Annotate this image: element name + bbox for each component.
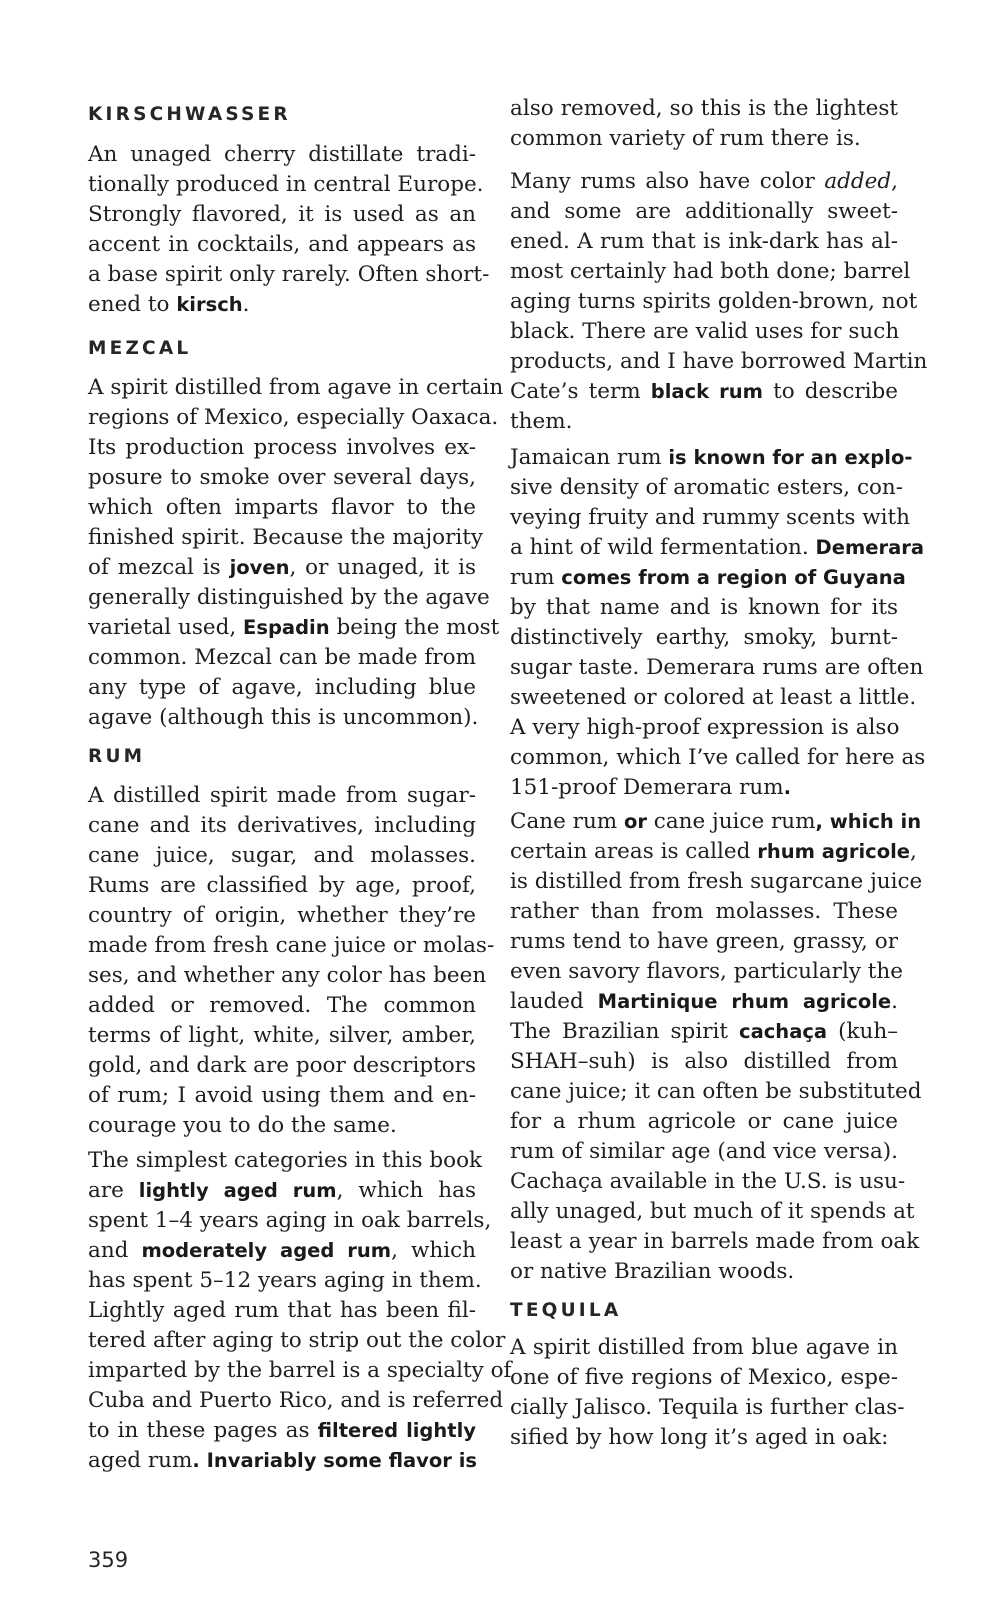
text-line: has spent 5–12 years aging in them. — [88, 1268, 482, 1293]
bold-term: . — [783, 776, 792, 799]
text-line: any type of agave, including blue — [88, 675, 476, 700]
text-run: , which has — [336, 1178, 477, 1203]
text-run: aged rum — [88, 1448, 193, 1473]
text-line: SHAH–suh) is also distilled from — [510, 1049, 898, 1074]
text-line — [88, 613, 500, 643]
paragraph-jamaican-demerara — [510, 443, 926, 803]
bold-term: . Invariably some flavor is — [192, 1449, 477, 1472]
text-line: ened. A rum that is ink-dark has al- — [510, 229, 898, 254]
text-line: tered after aging to strip out the color — [88, 1328, 506, 1353]
text-line: sive density of aromatic esters, con- — [510, 475, 904, 500]
text-line — [510, 987, 898, 1017]
text-line — [510, 807, 922, 837]
text-run: of mezcal is — [88, 555, 230, 580]
text-line: products, and I have borrowed Martin — [510, 349, 928, 374]
text-run: certain areas is called — [510, 839, 758, 864]
bold-term: , which in — [815, 810, 922, 833]
text-line: The simplest categories in this book — [88, 1148, 483, 1173]
text-run: Many rums also have color — [510, 169, 825, 194]
bold-term: lightly aged rum — [138, 1179, 337, 1202]
text-line: sweetened or colored at least a little. — [510, 685, 917, 710]
text-line: even savory flavors, particularly the — [510, 959, 904, 984]
text-line: A distilled spirit made from sugar- — [88, 783, 476, 808]
text-line: Its production process involves ex- — [88, 435, 476, 460]
paragraph-filtered-rum-cont — [510, 94, 898, 154]
text-run: Jamaican rum — [510, 445, 662, 470]
text-line: An unaged cherry distillate tradi- — [88, 142, 476, 167]
text-line: added or removed. The common — [88, 993, 476, 1018]
text-run: Cane rum — [510, 809, 618, 834]
text-run: varietal used, — [88, 615, 244, 640]
text-line: A spirit distilled from agave in certain — [88, 375, 504, 400]
bold-term: black rum — [650, 380, 763, 403]
text-line: also removed, so this is the lightest — [510, 96, 898, 121]
text-line: of rum; I avoid using them and en- — [88, 1083, 476, 1108]
text-line — [510, 443, 913, 473]
paragraph-tequila — [510, 1333, 905, 1453]
text-line: tionally produced in central Europe. — [88, 172, 484, 197]
bold-term: Demerara — [815, 536, 925, 559]
text-line: spent 1–4 years aging in oak barrels, — [88, 1208, 492, 1233]
text-line: imparted by the barrel is a specialty of — [88, 1358, 512, 1383]
text-line: rather than from molasses. These — [510, 899, 898, 924]
text-line: for a rhum agricole or cane juice — [510, 1109, 898, 1134]
heading-kirschwasser: KIRSCHWASSER — [88, 104, 291, 125]
text-line: regions of Mexico, especially Oaxaca. — [88, 405, 499, 430]
text-run: to in these pages as — [88, 1418, 318, 1443]
text-run: rum — [510, 565, 555, 590]
text-line: finished spirit. Because the majority — [88, 525, 484, 550]
text-line: sugar taste. Demerara rums are often — [510, 655, 924, 680]
text-line: Cuba and Puerto Rico, and is referred — [88, 1388, 504, 1413]
text-line: least a year in barrels made from oak — [510, 1229, 920, 1254]
text-line: cane and its derivatives, including — [88, 813, 476, 838]
bold-term: kirsch — [176, 293, 243, 316]
text-line: aging turns spirits golden-brown, not — [510, 289, 918, 314]
text-line — [510, 563, 906, 593]
text-run: . — [242, 292, 250, 317]
bold-term: moderately aged rum — [141, 1239, 392, 1262]
text-run: , — [891, 169, 898, 194]
text-run: 151-proof Demerara rum — [510, 775, 784, 800]
text-line: Rums are classified by age, proof, — [88, 873, 476, 898]
text-line: country of origin, whether they’re — [88, 903, 476, 928]
text-line — [88, 1176, 476, 1206]
text-run: being the most — [329, 615, 500, 640]
text-line: accent in cocktails, and appears as — [88, 232, 476, 257]
text-run: , or unaged, it is — [289, 555, 476, 580]
text-line: Lightly aged rum that has been fil- — [88, 1298, 476, 1323]
bold-term: joven — [229, 556, 290, 579]
bold-term: Martinique rhum agricole — [597, 990, 892, 1013]
heading-rum: RUM — [88, 746, 146, 767]
text-run: , which — [391, 1238, 477, 1263]
text-run: cane juice rum — [653, 809, 816, 834]
text-line: made from fresh cane juice or molas- — [88, 933, 495, 958]
text-line: sified by how long it’s aged in oak: — [510, 1425, 889, 1450]
text-line — [510, 773, 898, 803]
text-line — [88, 1416, 476, 1446]
text-line — [88, 290, 476, 320]
text-line: distinctively earthy, smoky, burnt- — [510, 625, 898, 650]
text-line — [510, 837, 917, 867]
text-line: them. — [510, 409, 573, 434]
text-line: gold, and dark are poor descriptors — [88, 1053, 476, 1078]
text-line: cane juice, sugar, and molasses. — [88, 843, 476, 868]
text-run: , — [910, 839, 917, 864]
heading-tequila: TEQUILA — [510, 1300, 622, 1321]
text-run: Cate’s term — [510, 379, 651, 404]
bold-term: rhum agricole — [757, 840, 911, 863]
text-line: common, which I’ve called for here as — [510, 745, 926, 770]
text-line: veying fruity and rummy scents with — [510, 505, 910, 530]
text-line: is distilled from fresh sugarcane juice — [510, 869, 923, 894]
text-line: courage you to do the same. — [88, 1113, 397, 1138]
bold-term: Espadin — [243, 616, 330, 639]
text-run: to describe — [762, 379, 898, 404]
text-run: and — [88, 1238, 142, 1263]
text-line — [510, 167, 898, 197]
text-line: common variety of rum there is. — [510, 126, 861, 151]
text-line: ses, and whether any color has been — [88, 963, 487, 988]
text-line: a base spirit only rarely. Often short- — [88, 262, 490, 287]
paragraph-rum-categories — [88, 1146, 512, 1476]
bold-term: comes from a region of Guyana — [554, 566, 906, 589]
page-number: 359 — [88, 1548, 129, 1572]
bold-term: cachaça — [739, 1020, 828, 1043]
text-line — [510, 1017, 898, 1047]
text-line: agave (although this is uncommon). — [88, 705, 479, 730]
text-run: . — [891, 989, 898, 1014]
text-line: terms of light, white, silver, amber, — [88, 1023, 476, 1048]
paragraph-black-rum — [510, 167, 928, 437]
text-line: A spirit distilled from blue agave in — [510, 1335, 898, 1360]
text-line — [510, 377, 898, 407]
text-line: Cachaça available in the U.S. is usu- — [510, 1169, 906, 1194]
text-line: by that name and is known for its — [510, 595, 898, 620]
text-line — [88, 1236, 476, 1266]
text-line: and some are additionally sweet- — [510, 199, 898, 224]
text-line: ally unaged, but much of it spends at — [510, 1199, 915, 1224]
emphasis-term: added — [824, 169, 892, 194]
text-line: most certainly had both done; barrel — [510, 259, 911, 284]
text-line: rum of similar age (and vice versa). — [510, 1139, 898, 1164]
text-run: (kuh– — [827, 1019, 898, 1044]
text-run: a hint of wild fermentation. — [510, 535, 816, 560]
text-line — [88, 553, 476, 583]
text-line: which often imparts flavor to the — [88, 495, 476, 520]
text-run: The Brazilian spirit — [510, 1019, 740, 1044]
text-line: rums tend to have green, grassy, or — [510, 929, 898, 954]
text-line: generally distinguished by the agave — [88, 585, 490, 610]
text-line: common. Mezcal can be made from — [88, 645, 476, 670]
text-line: cane juice; it can often be substituted — [510, 1079, 922, 1104]
text-line — [510, 533, 925, 563]
paragraph-kirschwasser — [88, 140, 490, 320]
text-run: lauded — [510, 989, 598, 1014]
text-line: cially Jalisco. Tequila is further clas- — [510, 1395, 905, 1420]
bold-term: or — [617, 810, 654, 833]
text-line: posure to smoke over several days, — [88, 465, 476, 490]
text-line: A very high-proof expression is also — [510, 715, 900, 740]
text-run: are — [88, 1178, 139, 1203]
text-line: black. There are valid uses for such — [510, 319, 900, 344]
text-run: ened to — [88, 292, 177, 317]
bold-term: is known for an explo- — [661, 446, 913, 469]
text-line — [88, 1446, 476, 1476]
paragraph-mezcal — [88, 373, 504, 733]
text-line: or native Brazilian woods. — [510, 1259, 795, 1284]
paragraph-cane-rum — [510, 807, 923, 1287]
bold-term: filtered lightly — [317, 1419, 476, 1442]
heading-mezcal: MEZCAL — [88, 338, 192, 359]
paragraph-rum-definition — [88, 781, 495, 1141]
text-line: Strongly flavored, it is used as an — [88, 202, 476, 227]
text-line: one of five regions of Mexico, espe- — [510, 1365, 898, 1390]
